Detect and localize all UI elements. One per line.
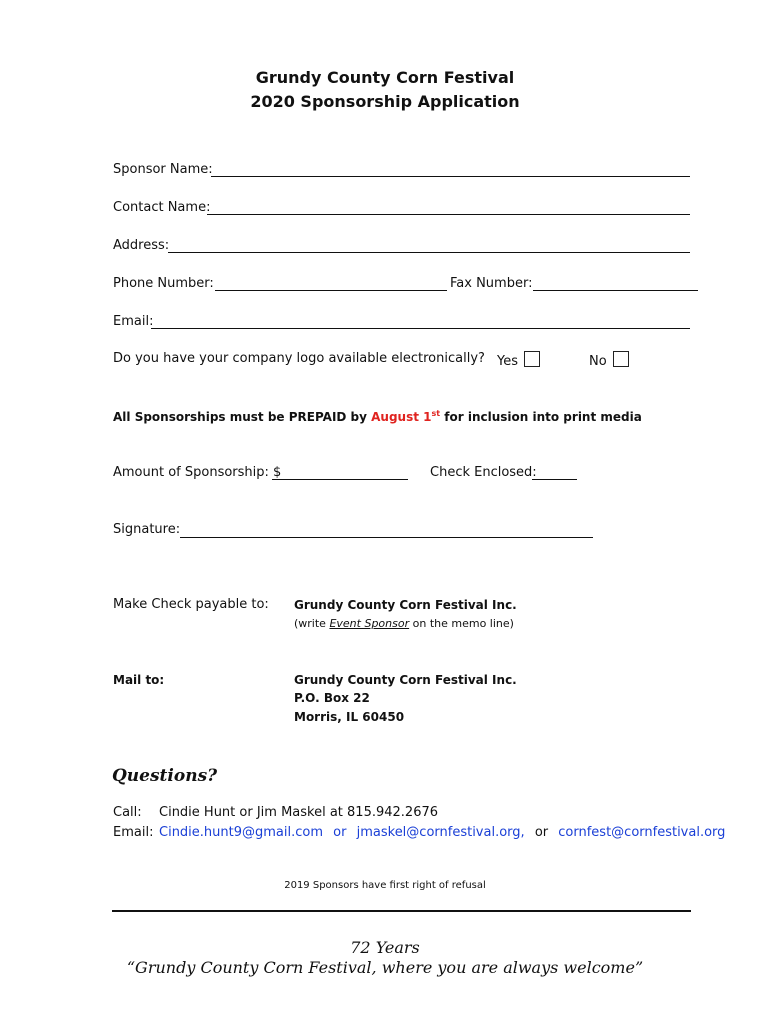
mail-po-box: P.O. Box 22 (294, 691, 370, 705)
email-or-2: or (534, 825, 549, 840)
no-checkbox[interactable] (613, 351, 629, 367)
prepaid-after: for inclusion into print media (440, 410, 642, 424)
mail-city: Morris, IL 60450 (294, 710, 405, 724)
prepaid-date-text: August 1 (371, 410, 432, 424)
address-label: Address: (113, 238, 170, 253)
email-field[interactable] (151, 328, 690, 329)
amount-label: Amount of Sponsorship: $ (113, 465, 282, 480)
email-link-cornfest[interactable]: cornfest@cornfestival.org (558, 825, 726, 840)
email-link-cindie[interactable]: Cindie.hunt9@gmail.com (159, 825, 324, 840)
memo-emphasis: Event Sponsor (329, 617, 410, 630)
memo-post: on the memo line) (409, 617, 514, 630)
yes-label: Yes (497, 354, 518, 369)
questions-heading: Questions? (112, 766, 218, 786)
no-option[interactable] (589, 351, 629, 369)
phone-label: Phone Number: (113, 276, 214, 291)
footer-slogan: “Grundy County Corn Festival, where you are always welcome” (126, 958, 644, 977)
address-field[interactable] (168, 252, 690, 253)
email-contact-label: Email: (113, 825, 154, 840)
fax-label: Fax Number: (450, 276, 533, 291)
payable-org: Grundy County Corn Festival Inc. (294, 598, 517, 612)
email-or-1: or (333, 825, 347, 840)
email-contacts (159, 825, 725, 840)
signature-field[interactable] (180, 537, 593, 538)
contact-name-field[interactable] (207, 214, 690, 215)
memo-note (294, 617, 514, 630)
document-subtitle: 2020 Sponsorship Application (250, 92, 520, 111)
memo-pre: (write (294, 617, 330, 630)
check-enclosed-field[interactable] (532, 479, 577, 480)
prepaid-notice (113, 409, 642, 424)
check-enclosed-label: Check Enclosed: (430, 465, 537, 480)
prepaid-date-sup: st (431, 409, 441, 418)
contact-name-label: Contact Name: (113, 200, 211, 215)
footer-years: 72 Years (350, 938, 420, 957)
email-link-jim[interactable]: jmaskel@cornfestival.org, (356, 825, 525, 840)
signature-label: Signature: (113, 522, 181, 537)
payable-label: Make Check payable to: (113, 597, 269, 612)
yes-option[interactable] (497, 351, 540, 369)
call-text: Cindie Hunt or Jim Maskel at 815.942.2676 (159, 805, 439, 820)
phone-field[interactable] (215, 290, 447, 291)
sponsor-name-label: Sponsor Name: (113, 162, 213, 177)
refusal-note: 2019 Sponsors have first right of refusal (284, 880, 486, 891)
no-label: No (589, 354, 607, 369)
mail-to-label: Mail to: (113, 673, 165, 687)
amount-field[interactable] (272, 479, 408, 480)
mail-org: Grundy County Corn Festival Inc. (294, 673, 517, 687)
yes-checkbox[interactable] (524, 351, 540, 367)
sponsor-name-field[interactable] (211, 176, 690, 177)
footer-divider (112, 910, 691, 912)
call-label: Call: (113, 805, 142, 820)
fax-field[interactable] (533, 290, 698, 291)
prepaid-date (371, 410, 440, 424)
logo-question: Do you have your company logo available electronically? (113, 351, 485, 366)
prepaid-before: All Sponsorships must be PREPAID by (113, 410, 372, 424)
email-label: Email: (113, 314, 154, 329)
document-title: Grundy County Corn Festival (255, 68, 515, 87)
